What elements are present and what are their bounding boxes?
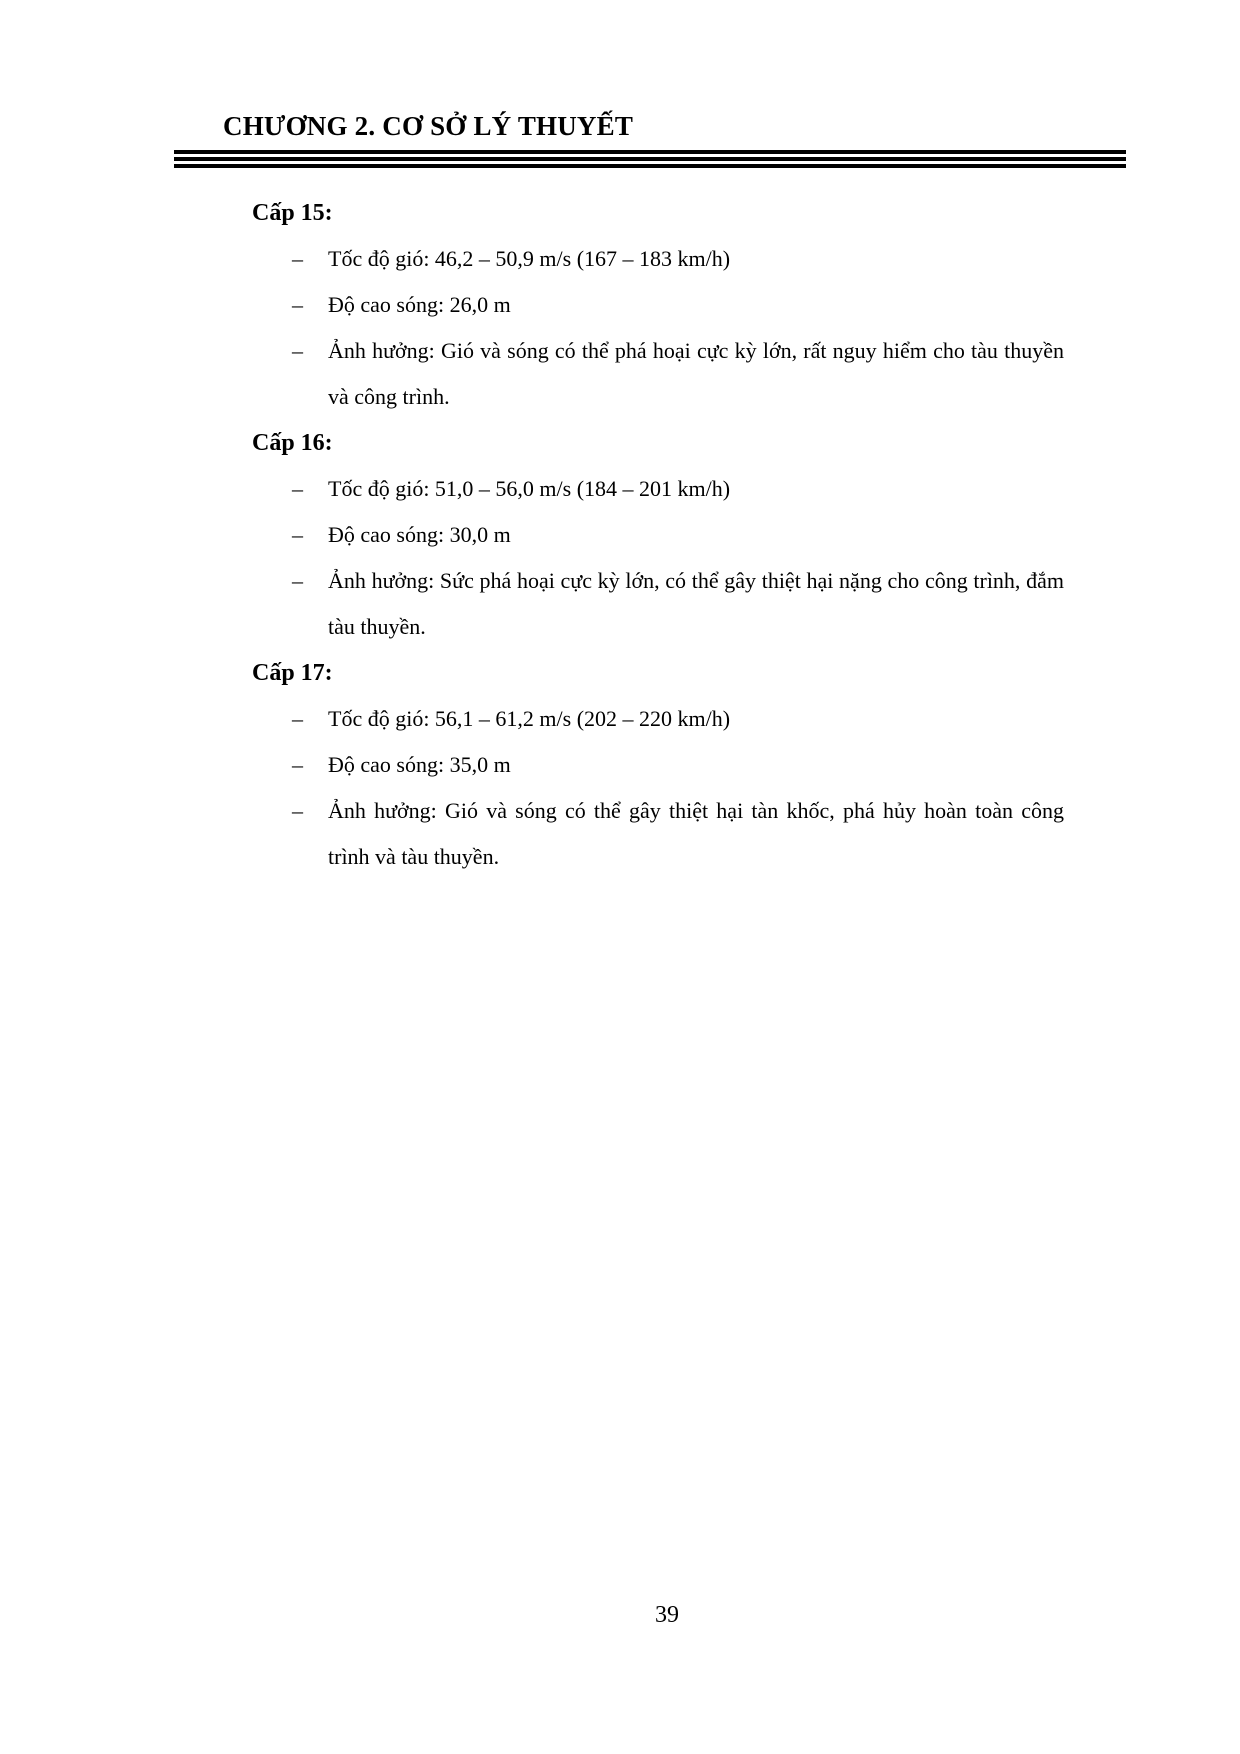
list-item <box>252 558 1064 650</box>
list-item-text: Tốc độ gió: 46,2 – 50,9 m/s (167 – 183 km/h) <box>328 246 731 271</box>
list-item-text: Tốc độ gió: 56,1 – 61,2 m/s (202 – 220 km/h) <box>328 706 731 731</box>
divider-bar <box>174 164 1126 168</box>
list-item-text: Độ cao sóng: 26,0 m <box>328 292 511 317</box>
section-heading: Cấp 16: <box>252 430 333 456</box>
page-number: 39 <box>655 1602 679 1628</box>
list-item-text: Ảnh hưởng: Sức phá hoại cực kỳ lớn, có thể gây thiệt hại nặng cho công trình, đắm tàu thuyền. <box>328 568 1064 639</box>
list-item <box>252 282 1064 328</box>
list-item-text: Ảnh hưởng: Gió và sóng có thể phá hoại cực kỳ lớn, rất nguy hiểm cho tàu thuyền và công trình. <box>328 338 1064 409</box>
list-item <box>252 742 1064 788</box>
chapter-header: CHƯƠNG 2. CƠ SỞ LÝ THUYẾT <box>223 111 634 141</box>
divider-bar <box>174 157 1126 161</box>
list-item <box>252 466 1064 512</box>
dash-marker: – <box>292 798 303 823</box>
list-item <box>252 328 1064 420</box>
bullet-list <box>252 236 1064 420</box>
dash-marker: – <box>292 522 303 547</box>
list-item <box>252 512 1064 558</box>
list-item-text: Tốc độ gió: 51,0 – 56,0 m/s (184 – 201 km/h) <box>328 476 731 501</box>
dash-marker: – <box>292 476 303 501</box>
section-heading: Cấp 17: <box>252 660 333 686</box>
wind-level-section-17 <box>252 650 1064 880</box>
section-heading: Cấp 15: <box>252 200 333 226</box>
dash-marker: – <box>292 706 303 731</box>
bullet-list <box>252 466 1064 650</box>
list-item <box>252 696 1064 742</box>
dash-marker: – <box>292 752 303 777</box>
list-item-text: Độ cao sóng: 35,0 m <box>328 752 511 777</box>
wind-level-section-16 <box>252 420 1064 650</box>
dash-marker: – <box>292 338 303 363</box>
list-item-text: Ảnh hưởng: Gió và sóng có thể gây thiệt hại tàn khốc, phá hủy hoàn toàn công trình và tàu thuyền. <box>328 798 1064 869</box>
bullet-list <box>252 696 1064 880</box>
divider-bar <box>174 150 1126 154</box>
dash-marker: – <box>292 246 303 271</box>
dash-marker: – <box>292 292 303 317</box>
dash-marker: – <box>292 568 303 593</box>
list-item-text: Độ cao sóng: 30,0 m <box>328 522 511 547</box>
list-item <box>252 788 1064 880</box>
list-item <box>252 236 1064 282</box>
page-content <box>252 190 1064 880</box>
wind-level-section-15 <box>252 190 1064 420</box>
header-divider <box>174 150 1126 168</box>
